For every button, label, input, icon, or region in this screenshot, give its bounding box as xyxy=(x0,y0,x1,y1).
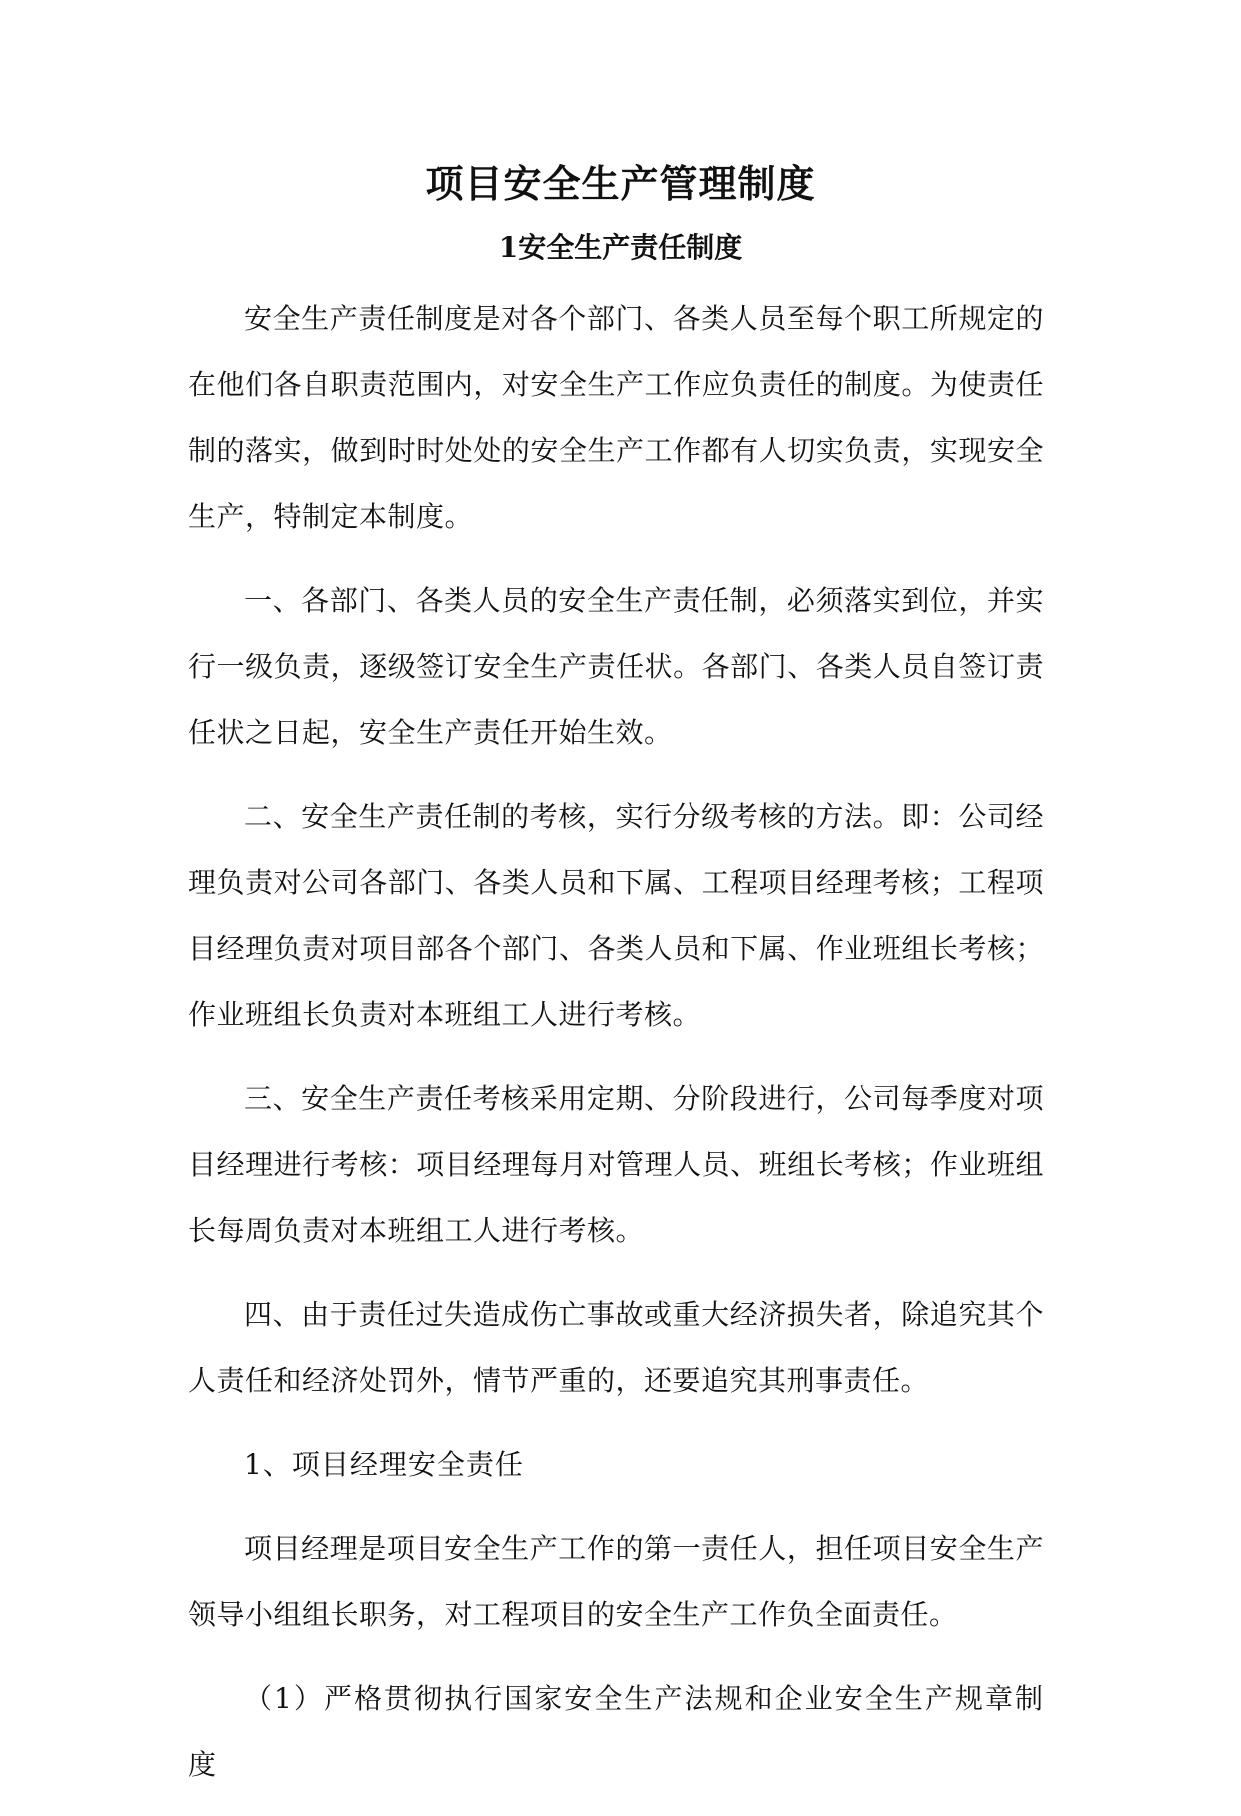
paragraph: 二、安全生产责任制的考核，实行分级考核的方法。即：公司经理负责对公司各部门、各类人员和下属、工程项目经理考核；工程项目经理负责对项目部各个部门、各类人员和下属、作业班组长考核；作业班组长负责对本班组工人进行考核。 xyxy=(188,800,1044,1031)
list-item: （1）严格贯彻执行国家安全生产法规和企业安全生产规章制度 xyxy=(188,1682,1044,1781)
section-title: 1安全生产责任制度 xyxy=(498,231,743,264)
document-title: 项目安全生产管理制度 xyxy=(425,161,816,206)
paragraph: 一、各部门、各类人员的安全生产责任制，必须落实到位，并实行一级负责，逐级签订安全生产责任状。各部门、各类人员自签订责任状之日起，安全生产责任开始生效。 xyxy=(188,584,1044,749)
paragraph: 三、安全生产责任考核采用定期、分阶段进行，公司每季度对项目经理进行考核：项目经理每月对管理人员、班组长考核；作业班组长每周负责对本班组工人进行考核。 xyxy=(188,1082,1044,1247)
paragraph: 安全生产责任制度是对各个部门、各类人员至每个职工所规定的在他们各自职责范围内，对安全生产工作应负责任的制度。为使责任制的落实，做到时时处处的安全生产工作都有人切实负责，实现安全生产，特制定本制度。 xyxy=(188,302,1044,533)
paragraph: 四、由于责任过失造成伤亡事故或重大经济损失者，除追究其个人责任和经济处罚外，情节严重的，还要追究其刑事责任。 xyxy=(188,1298,1044,1397)
document-body xyxy=(188,286,1044,1816)
paragraph: 项目经理是项目安全生产工作的第一责任人，担任项目安全生产领导小组组长职务，对工程项目的安全生产工作负全面责任。 xyxy=(188,1532,1044,1631)
subsection-heading: 1、项目经理安全责任 xyxy=(244,1448,524,1481)
